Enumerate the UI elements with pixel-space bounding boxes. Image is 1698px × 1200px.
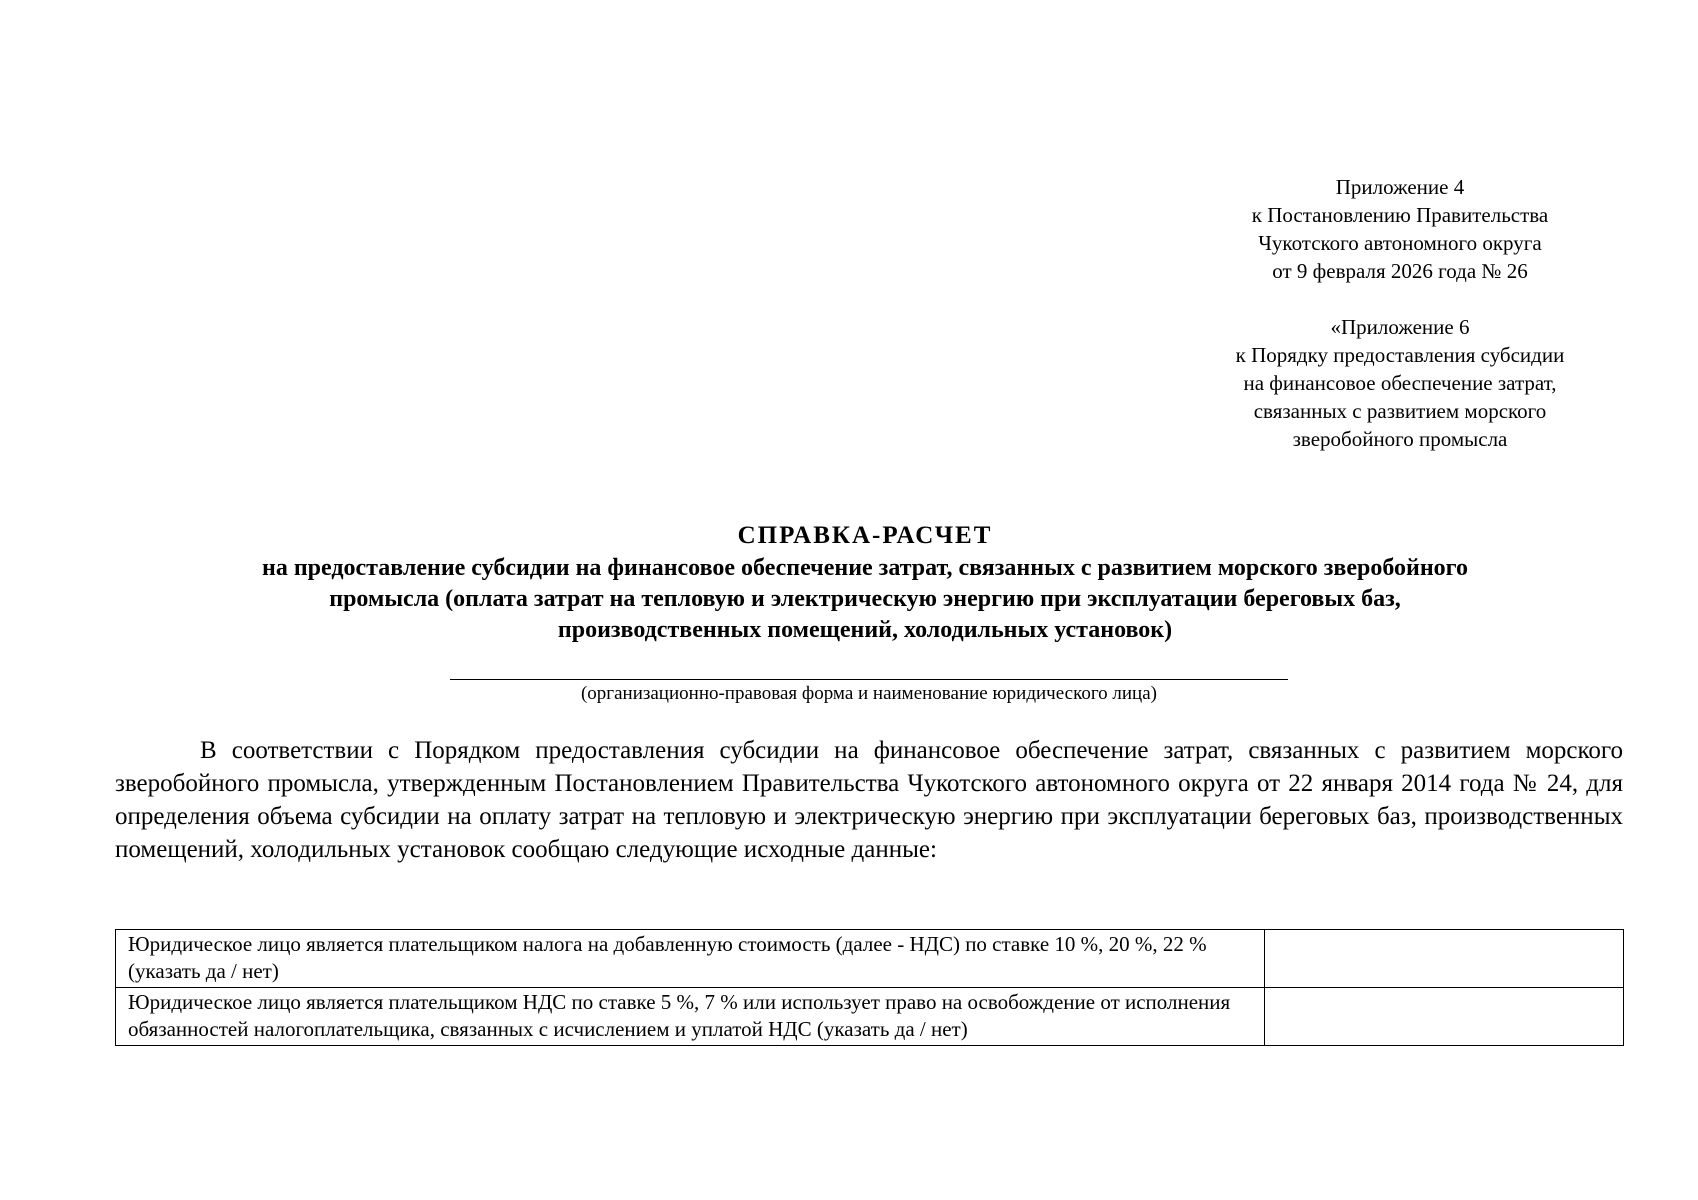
appendix-4-line: Чукотского автономного округа: [1258, 231, 1542, 255]
document-title: [130, 519, 1600, 646]
appendix-6-line: к Порядку предоставления субсидии: [1235, 343, 1565, 367]
document-title-line: производственных помещений, холодильных установок): [557, 617, 1173, 643]
table-row: [116, 988, 1624, 1046]
appendix-4-header: [1190, 173, 1610, 285]
appendix-6-line: зверобойного промысла: [1292, 427, 1508, 451]
document-title-main: СПРАВКА-РАСЧЕТ: [737, 522, 993, 549]
document-title-line: промысла (оплата затрат на тепловую и электрическую энергию при эксплуатации береговых баз,: [329, 586, 1401, 612]
table-answer-cell[interactable]: [1265, 930, 1624, 988]
appendix-6-line: «Приложение 6: [1330, 315, 1470, 339]
appendix-6-header: [1190, 313, 1610, 453]
vat-status-table: [115, 929, 1624, 1046]
body-paragraph: В соответствии с Порядком предоставления субсидии на финансовое обеспечение затрат, связанных с развитием морского зверобойного промысла, утвержденным Постановлением Правительства Чукотского автономного округа от 22 января 2014 года № 24, для определения объема субсидии на оплату затрат на тепловую и электрическую энергию при эксплуатации береговых баз, производственных помещений, холодильных установок сообщаю следующие исходные данные:: [115, 737, 1623, 863]
table-question-cell: Юридическое лицо является плательщиком НДС по ставке 5 %, 7 % или использует право на освобождение от исполнения обязанностей налогоплательщика, связанных с исчислением и уплатой НДС (указать да / нет): [116, 988, 1265, 1046]
appendix-6-line: связанных с развитием морского: [1253, 399, 1547, 423]
appendix-4-line: от 9 февраля 2026 года № 26: [1272, 259, 1528, 283]
table-row: [116, 930, 1624, 988]
table-question-cell: Юридическое лицо является плательщиком налога на добавленную стоимость (далее - НДС) по ставке 10 %, 20 %, 22 % (указать да / нет): [116, 930, 1265, 988]
appendix-6-line: на финансовое обеспечение затрат,: [1243, 371, 1557, 395]
appendix-4-line: Приложение 4: [1335, 175, 1465, 199]
document-title-line: на предоставление субсидии на финансовое обеспечение затрат, связанных с развитием морского зверобойного: [262, 555, 1468, 581]
organization-name-field[interactable]: [450, 679, 1288, 680]
table-answer-cell[interactable]: [1265, 988, 1624, 1046]
appendix-4-line: к Постановлению Правительства: [1251, 203, 1549, 227]
organization-name-caption: (организационно-правовая форма и наименование юридического лица): [580, 683, 1157, 704]
